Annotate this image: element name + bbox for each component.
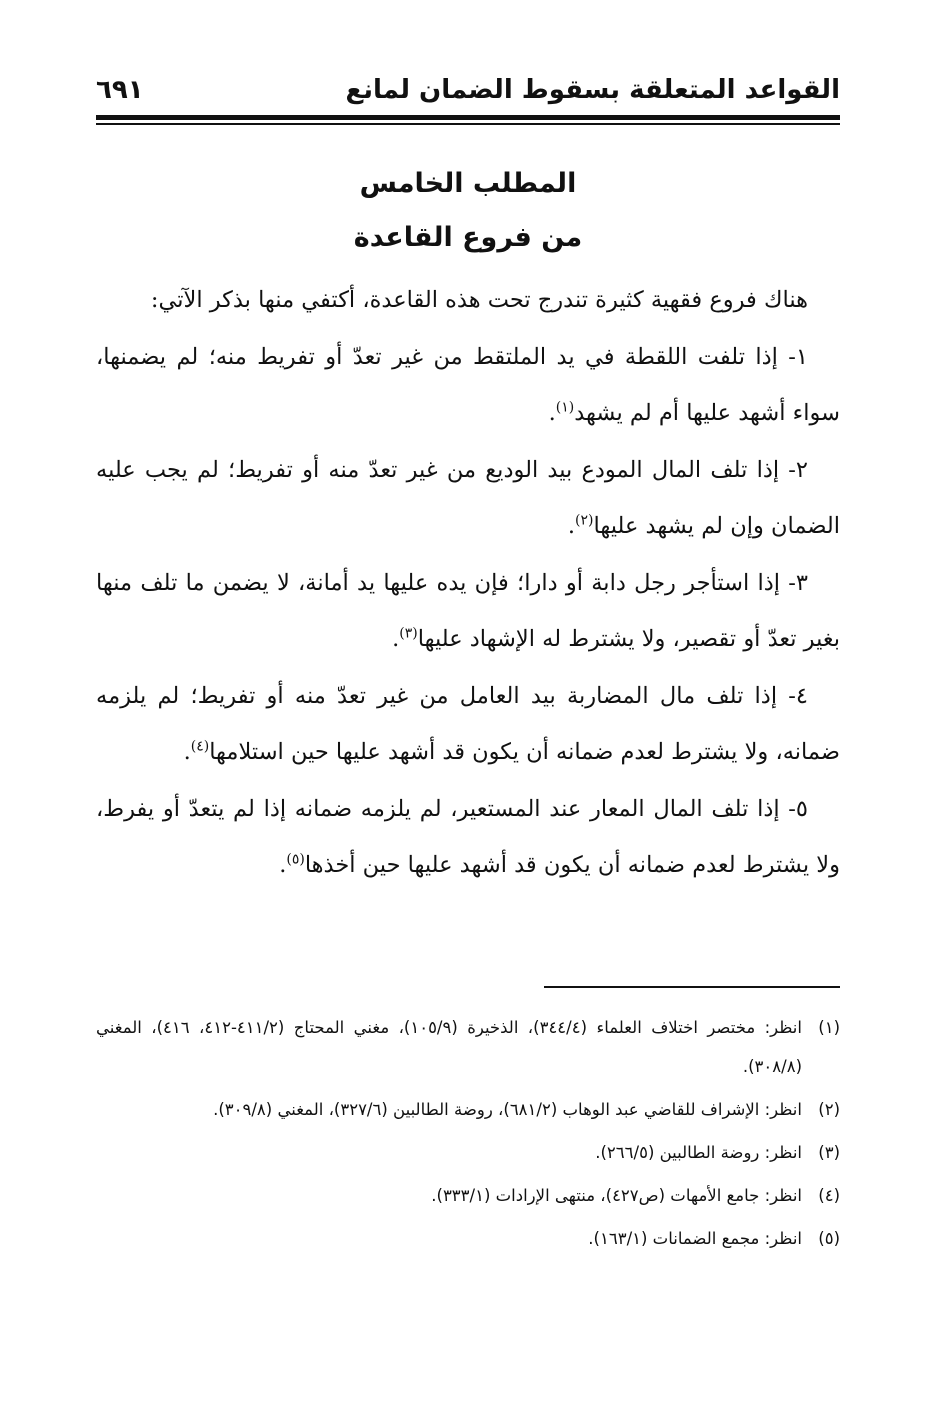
footnote-text: انظر: مجمع الضمانات (١٦٣/١). xyxy=(588,1229,802,1248)
footnote xyxy=(96,1090,840,1129)
list-item-text: ٣- إذا استأجر رجل دابة أو دارا؛ فإن يده عليها يد أمانة، لا يضمن ما تلف منها بغير تعدّ أو تقصير، ولا يشترط له الإشهاد عليها xyxy=(96,569,840,652)
running-header xyxy=(96,70,840,110)
intro-paragraph: هناك فروع فقهية كثيرة تندرج تحت هذه القاعدة، أكتفي منها بذكر الآتي: xyxy=(150,287,808,313)
section-subheading: من فروع القاعدة xyxy=(353,222,583,253)
list-item xyxy=(96,442,840,555)
list-item-text: ٥- إذا تلف المال المعار عند المستعير، لم يلزمه ضمانه إذا لم يتعدّ أو يفرط، ولا يشترط لعدم ضمانه أن يكون قد أشهد عليها حين أخذها xyxy=(96,795,840,878)
footnotes xyxy=(96,1008,840,1262)
footnote-text: انظر: مختصر اختلاف العلماء (٣٤٤/٤)، الذخيرة (١٠٥/٩)، مغني المحتاج (٤١١/٢-٤١٢، ٤١٦)، المغني (٣٠٨/٨). xyxy=(96,1018,802,1076)
footnote-reference: (٤) xyxy=(190,738,210,755)
list-item-text: ٢- إذا تلف المال المودع بيد الوديع من غير تعدّ منه أو تفريط؛ لم يجب عليه الضمان وإن لم يشهد عليها xyxy=(96,456,840,539)
list-item xyxy=(96,329,840,442)
list-item-text: ١- إذا تلفت اللقطة في يد الملتقط من غير تعدّ أو تفريط منه؛ لم يضمنها، سواء أشهد عليها أم لم يشهد xyxy=(96,343,840,426)
body-text xyxy=(96,272,840,894)
footnote-separator xyxy=(544,986,840,988)
footnote-number: (٣) xyxy=(818,1143,840,1162)
footnote-number: (٤) xyxy=(818,1186,840,1205)
list-item xyxy=(96,781,840,894)
list-item-end: . xyxy=(548,400,556,426)
header-rule-thin xyxy=(96,123,840,125)
header-rule-thick xyxy=(96,115,840,120)
footnote xyxy=(96,1133,840,1172)
list-item-end: . xyxy=(279,852,287,878)
list-item-end: . xyxy=(567,513,576,539)
list-item xyxy=(96,555,840,668)
footnote xyxy=(96,1008,840,1086)
section-heading: المطلب الخامس xyxy=(359,168,577,199)
list-item-text: ٤- إذا تلف مال المضاربة بيد العامل من غير تعدّ منه أو تفريط؛ لم يلزمه ضمانه، ولا يشترط لعدم ضمانه أن يكون قد أشهد عليها حين استلامها xyxy=(96,682,840,765)
footnote-reference: (٣) xyxy=(399,625,418,642)
footnote-reference: (٢) xyxy=(575,512,594,529)
footnote-reference: (٥) xyxy=(286,851,305,868)
footnote-text: انظر: الإشراف للقاضي عبد الوهاب (٦٨١/٢)، روضة الطالبين (٣٢٧/٦)، المغني (٣٠٩/٨). xyxy=(213,1100,802,1119)
list-item xyxy=(96,668,840,781)
footnote-text: انظر: جامع الأمهات (ص٤٢٧)، منتهى الإرادات (٣٣٣/١). xyxy=(431,1186,802,1205)
footnote xyxy=(96,1219,840,1258)
footnote-number: (٢) xyxy=(818,1100,840,1119)
page-number: ٦٩١ xyxy=(96,75,144,105)
list-item-end: . xyxy=(183,739,191,765)
footnote-number: (٥) xyxy=(818,1229,840,1248)
footnote-text: انظر: روضة الطالبين (٢٦٦/٥). xyxy=(595,1143,802,1162)
footnote xyxy=(96,1176,840,1215)
running-header-title: القواعد المتعلقة بسقوط الضمان لمانع xyxy=(345,75,840,105)
footnote-number: (١) xyxy=(818,1018,840,1037)
list-item-end: . xyxy=(392,626,400,652)
footnote-reference: (١) xyxy=(555,399,575,416)
